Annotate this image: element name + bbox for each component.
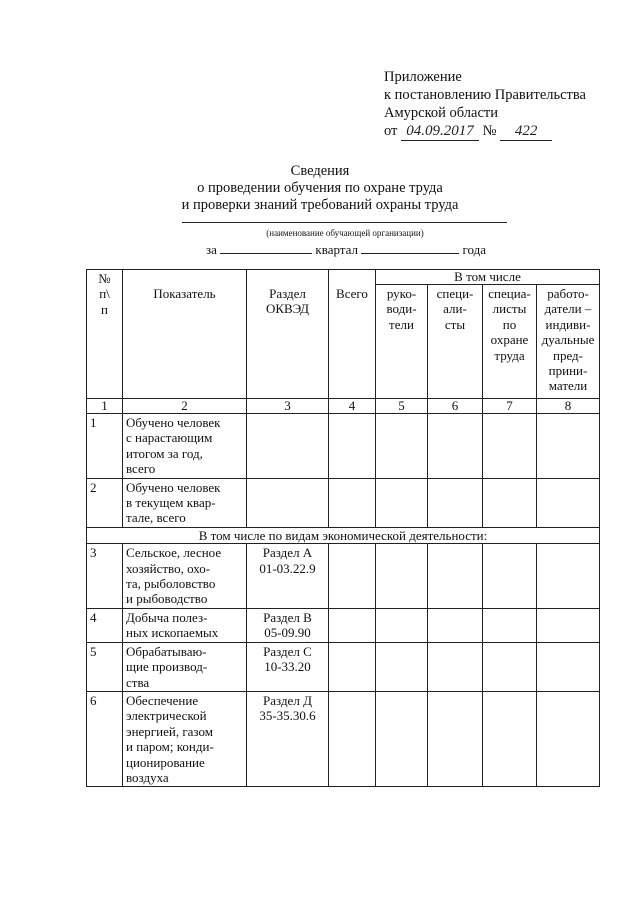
indicator-line: в текущем квар- — [126, 495, 216, 511]
title-line-3: и проверки знаний требований охраны труда — [181, 197, 459, 213]
okved-cell — [247, 691, 329, 786]
indicator-cell — [123, 691, 247, 786]
value-cell[interactable] — [376, 608, 428, 642]
indicator-line: щие производ- — [126, 659, 208, 675]
value-cell[interactable] — [329, 608, 376, 642]
indicator-line: Обеспечение — [126, 692, 199, 708]
indicator-cell — [123, 478, 247, 527]
okved-cell — [247, 642, 329, 691]
okved-cell — [247, 608, 329, 642]
value-cell[interactable] — [537, 414, 600, 479]
header-section: Раздел ОКВЭД — [247, 270, 329, 399]
appendix-date-line — [384, 122, 586, 141]
okved-cell — [247, 544, 329, 609]
table-row — [87, 608, 600, 642]
okved-line: Раздел В — [263, 609, 312, 625]
indicator-line: ционирование — [126, 754, 205, 770]
indicator-line: хозяйство, охо- — [126, 560, 211, 576]
indicator-cell — [123, 608, 247, 642]
appendix-decree: к постановлению Правительства — [384, 87, 586, 103]
value-cell[interactable] — [428, 478, 483, 527]
okved-line: Раздел С — [263, 643, 312, 659]
value-cell[interactable] — [428, 608, 483, 642]
indicator-line: Сельское, лесное — [126, 545, 222, 561]
indicator-cell — [123, 414, 247, 479]
table-row — [87, 544, 600, 609]
column-number: 5 — [376, 399, 428, 414]
value-cell[interactable] — [537, 642, 600, 691]
indicator-line: Обучено человек — [126, 415, 221, 430]
value-cell[interactable] — [483, 414, 537, 479]
indicator-line: с нарастающим — [126, 430, 213, 446]
okved-line: 35-35.30.6 — [259, 708, 316, 724]
document-title — [0, 163, 640, 214]
period-year-label: года — [462, 242, 487, 257]
indicator-line: электрической — [126, 708, 207, 724]
column-number: 1 — [87, 399, 123, 414]
header-managers: руко- води- тели — [376, 285, 428, 399]
okved-line: Раздел А — [262, 545, 313, 561]
column-number: 4 — [329, 399, 376, 414]
row-number: 2 — [87, 478, 123, 527]
appendix-from-label: от — [384, 123, 398, 139]
indicator-line: тале, всего — [126, 510, 186, 526]
okved-cell — [247, 478, 329, 527]
indicator-line: и рыбоводство — [126, 591, 208, 607]
value-cell[interactable] — [537, 691, 600, 786]
table-row — [87, 478, 600, 527]
header-employers: работо- датели – индиви- дуальные пред- прини- матели — [537, 285, 600, 399]
value-cell[interactable] — [329, 414, 376, 479]
indicator-line: воздуха — [126, 769, 169, 785]
value-cell[interactable] — [376, 642, 428, 691]
organization-name-blank[interactable] — [182, 222, 507, 223]
header-total: Всего — [329, 270, 376, 399]
value-cell[interactable] — [483, 544, 537, 609]
indicator-cell — [123, 642, 247, 691]
header-specialists: специ- али- сты — [428, 285, 483, 399]
column-numbers-row — [87, 399, 600, 414]
okved-line: 01-03.22.9 — [259, 560, 316, 576]
indicator-line: Добыча полез- — [126, 609, 208, 625]
value-cell[interactable] — [376, 544, 428, 609]
value-cell[interactable] — [483, 478, 537, 527]
row-number: 3 — [87, 544, 123, 609]
indicator-line: всего — [126, 461, 156, 477]
value-cell[interactable] — [428, 691, 483, 786]
by-activity-row — [87, 527, 600, 543]
row-number: 6 — [87, 691, 123, 786]
value-cell[interactable] — [428, 642, 483, 691]
title-line-2: о проведении обучения по охране труда — [197, 180, 443, 196]
by-activity-label: В том числе по видам экономической деятельности: — [87, 527, 600, 543]
value-cell[interactable] — [537, 608, 600, 642]
indicator-line: ства — [126, 674, 150, 690]
header-num: № п\ п — [87, 270, 123, 399]
value-cell[interactable] — [329, 478, 376, 527]
year-blank[interactable] — [361, 241, 459, 254]
header-including: В том числе — [376, 270, 600, 285]
appendix-block — [384, 68, 586, 141]
quarter-blank[interactable] — [220, 241, 312, 254]
indicator-line: Обучено человек — [126, 479, 221, 495]
indicator-line: та, рыболовство — [126, 576, 216, 592]
column-number: 7 — [483, 399, 537, 414]
header-safety-specialists: специа- листы по охране труда — [483, 285, 537, 399]
indicator-line: итогом за год, — [126, 445, 203, 461]
value-cell[interactable] — [483, 642, 537, 691]
value-cell[interactable] — [483, 608, 537, 642]
appendix-region: Амурской области — [384, 105, 498, 121]
indicator-line: ных ископаемых — [126, 625, 219, 641]
okved-line: 10-33.20 — [264, 659, 311, 675]
indicator-line: энергией, газом — [126, 723, 213, 739]
value-cell[interactable] — [329, 544, 376, 609]
value-cell[interactable] — [428, 414, 483, 479]
appendix-date: 04.09.2017 — [401, 122, 479, 141]
table-row — [87, 691, 600, 786]
value-cell[interactable] — [483, 691, 537, 786]
report-table — [86, 269, 600, 787]
column-number: 2 — [123, 399, 247, 414]
value-cell[interactable] — [428, 544, 483, 609]
period-quarter-label: квартал — [315, 242, 358, 257]
column-number: 6 — [428, 399, 483, 414]
header-row-1 — [87, 270, 600, 285]
value-cell[interactable] — [376, 414, 428, 479]
value-cell[interactable] — [329, 691, 376, 786]
value-cell[interactable] — [376, 478, 428, 527]
indicator-line: и паром; конди- — [126, 739, 214, 755]
okved-cell — [247, 414, 329, 479]
organization-caption: (наименование обучающей организации) — [266, 228, 424, 238]
title-line-1: Сведения — [290, 163, 350, 179]
indicator-line: Обрабатываю- — [126, 643, 207, 659]
row-number: 1 — [87, 414, 123, 479]
table-row — [87, 642, 600, 691]
column-number: 8 — [537, 399, 600, 414]
header-indicator: Показатель — [123, 270, 247, 399]
appendix-title: Приложение — [384, 69, 462, 85]
okved-line: Раздел Д — [263, 692, 312, 708]
indicator-cell — [123, 544, 247, 609]
value-cell[interactable] — [537, 478, 600, 527]
period-line — [206, 241, 486, 258]
period-for-label: за — [206, 242, 217, 257]
value-cell[interactable] — [376, 691, 428, 786]
table-row — [87, 414, 600, 479]
appendix-number: 422 — [500, 122, 552, 141]
column-number: 3 — [247, 399, 329, 414]
okved-line: 05-09.90 — [264, 625, 311, 641]
appendix-number-label: № — [482, 123, 497, 139]
value-cell[interactable] — [537, 544, 600, 609]
row-number: 4 — [87, 608, 123, 642]
row-number: 5 — [87, 642, 123, 691]
value-cell[interactable] — [329, 642, 376, 691]
